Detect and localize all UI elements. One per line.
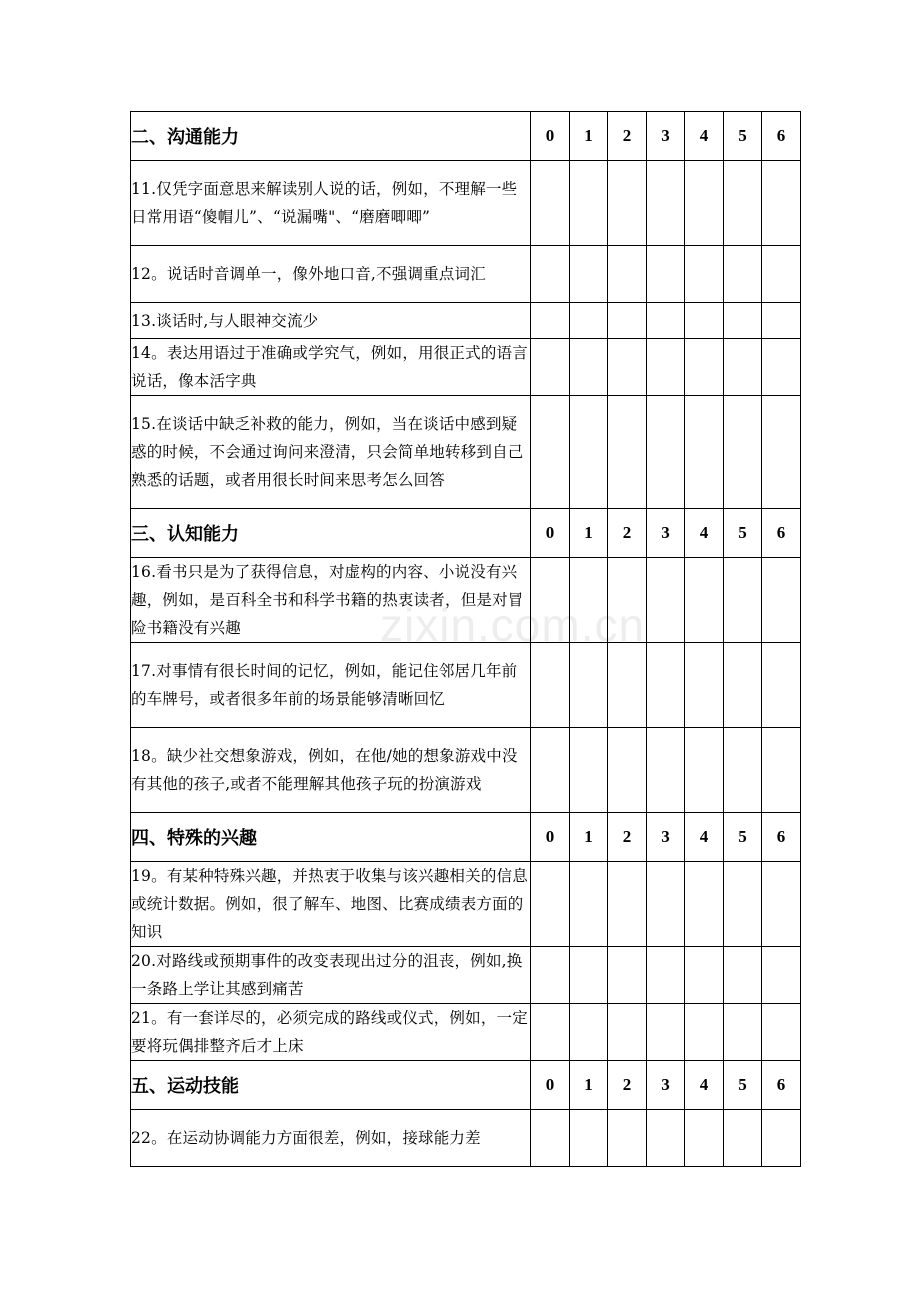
score-header: 3	[647, 1061, 685, 1110]
score-cell[interactable]	[570, 1004, 608, 1061]
question-text: 21。有一套详尽的，必须完成的路线或仪式，例如，一定要将玩偶排整齐后才上床	[131, 1004, 531, 1061]
question-row	[131, 1110, 801, 1167]
score-cell[interactable]	[685, 1004, 724, 1061]
score-cell[interactable]	[762, 1004, 801, 1061]
section-header-row	[131, 813, 801, 862]
score-cell[interactable]	[685, 161, 724, 246]
score-cell[interactable]	[685, 339, 724, 396]
question-text: 20.对路线或预期事件的改变表现出过分的沮丧，例如,换一条路上学让其感到痛苦	[131, 947, 531, 1004]
question-text: 17.对事情有很长时间的记忆，例如，能记住邻居几年前的车牌号，或者很多年前的场景能够清晰回忆	[131, 643, 531, 728]
score-cell[interactable]	[724, 339, 762, 396]
question-row	[131, 862, 801, 947]
score-cell[interactable]	[531, 339, 570, 396]
section-title: 四、特殊的兴趣	[131, 813, 531, 862]
section-header-row	[131, 1061, 801, 1110]
question-row	[131, 396, 801, 509]
score-cell[interactable]	[724, 558, 762, 643]
score-header: 5	[724, 813, 762, 862]
score-cell[interactable]	[724, 396, 762, 509]
question-row	[131, 558, 801, 643]
question-row	[131, 339, 801, 396]
score-header: 5	[724, 112, 762, 161]
question-text: 16.看书只是为了获得信息，对虚构的内容、小说没有兴趣，例如，是百科全书和科学书籍的热衷读者，但是对冒险书籍没有兴趣	[131, 558, 531, 643]
score-cell[interactable]	[570, 396, 608, 509]
score-header: 6	[762, 112, 801, 161]
score-header: 0	[531, 1061, 570, 1110]
section-header-row	[131, 509, 801, 558]
score-header: 1	[570, 509, 608, 558]
score-cell[interactable]	[570, 161, 608, 246]
score-cell[interactable]	[647, 339, 685, 396]
section-title: 五、运动技能	[131, 1061, 531, 1110]
section-title: 二、沟通能力	[131, 112, 531, 161]
score-header: 5	[724, 1061, 762, 1110]
score-cell[interactable]	[762, 558, 801, 643]
score-cell[interactable]	[570, 862, 608, 947]
score-header: 2	[608, 509, 647, 558]
score-cell[interactable]	[647, 728, 685, 813]
score-header: 2	[608, 1061, 647, 1110]
score-cell[interactable]	[762, 1110, 801, 1167]
score-cell[interactable]	[685, 246, 724, 303]
score-cell[interactable]	[531, 161, 570, 246]
score-header: 6	[762, 509, 801, 558]
score-cell[interactable]	[724, 303, 762, 339]
score-header: 6	[762, 813, 801, 862]
score-header: 3	[647, 813, 685, 862]
score-cell[interactable]	[685, 728, 724, 813]
score-cell[interactable]	[762, 161, 801, 246]
score-cell[interactable]	[531, 246, 570, 303]
score-cell[interactable]	[685, 558, 724, 643]
question-row	[131, 728, 801, 813]
score-cell[interactable]	[762, 303, 801, 339]
score-cell[interactable]	[647, 643, 685, 728]
score-header: 0	[531, 813, 570, 862]
score-cell[interactable]	[531, 728, 570, 813]
score-cell[interactable]	[608, 728, 647, 813]
score-cell[interactable]	[608, 1110, 647, 1167]
score-cell[interactable]	[608, 558, 647, 643]
watermark: zixin.com.cn	[380, 599, 646, 651]
score-header: 3	[647, 112, 685, 161]
score-cell[interactable]	[762, 246, 801, 303]
score-header: 3	[647, 509, 685, 558]
question-text: 11.仅凭字面意思来解读别人说的话，例如，不理解一些日常用语“傻帽儿”、“说漏嘴"、“磨磨唧唧”	[131, 161, 531, 246]
score-cell[interactable]	[724, 246, 762, 303]
question-row	[131, 643, 801, 728]
score-cell[interactable]	[531, 643, 570, 728]
questionnaire-table	[130, 111, 801, 1167]
score-cell[interactable]	[685, 303, 724, 339]
score-cell[interactable]	[685, 643, 724, 728]
score-cell[interactable]	[608, 947, 647, 1004]
score-cell[interactable]	[608, 1004, 647, 1061]
score-cell[interactable]	[685, 1110, 724, 1167]
question-row	[131, 161, 801, 246]
score-cell[interactable]	[685, 862, 724, 947]
score-cell[interactable]	[570, 339, 608, 396]
questionnaire-body	[131, 112, 801, 1167]
score-cell[interactable]	[762, 643, 801, 728]
score-cell[interactable]	[762, 728, 801, 813]
score-cell[interactable]	[531, 862, 570, 947]
score-cell[interactable]	[570, 643, 608, 728]
score-header: 2	[608, 112, 647, 161]
score-cell[interactable]	[608, 303, 647, 339]
score-cell[interactable]	[647, 862, 685, 947]
score-cell[interactable]	[608, 643, 647, 728]
score-cell[interactable]	[685, 396, 724, 509]
score-header: 4	[685, 1061, 724, 1110]
score-cell[interactable]	[608, 339, 647, 396]
score-cell[interactable]	[647, 396, 685, 509]
score-cell[interactable]	[531, 947, 570, 1004]
score-cell[interactable]	[570, 303, 608, 339]
section-header-row	[131, 112, 801, 161]
score-header: 0	[531, 509, 570, 558]
question-text: 18。缺少社交想象游戏，例如，在他/她的想象游戏中没有其他的孩子,或者不能理解其他孩子玩的扮演游戏	[131, 728, 531, 813]
question-text: 12。说话时音调单一，像外地口音,不强调重点词汇	[131, 246, 531, 303]
score-cell[interactable]	[724, 947, 762, 1004]
question-row	[131, 947, 801, 1004]
score-cell[interactable]	[762, 339, 801, 396]
score-cell[interactable]	[608, 246, 647, 303]
score-cell[interactable]	[647, 947, 685, 1004]
question-row	[131, 246, 801, 303]
score-header: 6	[762, 1061, 801, 1110]
score-cell[interactable]	[531, 1004, 570, 1061]
score-cell[interactable]	[570, 558, 608, 643]
score-cell[interactable]	[724, 643, 762, 728]
score-cell[interactable]	[647, 1110, 685, 1167]
score-cell[interactable]	[762, 396, 801, 509]
score-cell[interactable]	[724, 1110, 762, 1167]
score-cell[interactable]	[570, 1110, 608, 1167]
score-header: 4	[685, 509, 724, 558]
score-cell[interactable]	[762, 947, 801, 1004]
score-cell[interactable]	[647, 558, 685, 643]
score-cell[interactable]	[608, 396, 647, 509]
question-text: 22。在运动协调能力方面很差，例如，接球能力差	[131, 1110, 531, 1167]
question-row	[131, 1004, 801, 1061]
score-cell[interactable]	[570, 947, 608, 1004]
score-cell[interactable]	[570, 728, 608, 813]
score-cell[interactable]	[724, 728, 762, 813]
question-text: 15.在谈话中缺乏补救的能力，例如，当在谈话中感到疑惑的时候，不会通过询问来澄清，只会简单地转移到自己熟悉的话题，或者用很长时间来思考怎么回答	[131, 396, 531, 509]
score-cell[interactable]	[724, 1004, 762, 1061]
score-cell[interactable]	[685, 947, 724, 1004]
score-cell[interactable]	[647, 1004, 685, 1061]
section-title: 三、认知能力	[131, 509, 531, 558]
score-cell[interactable]	[724, 862, 762, 947]
score-header: 0	[531, 112, 570, 161]
score-cell[interactable]	[724, 161, 762, 246]
score-cell[interactable]	[608, 862, 647, 947]
score-cell[interactable]	[531, 303, 570, 339]
score-header: 5	[724, 509, 762, 558]
question-text: 14。表达用语过于准确或学究气，例如，用很正式的语言说话，像本活字典	[131, 339, 531, 396]
question-text: 13.谈话时,与人眼神交流少	[131, 303, 531, 339]
question-text: 19。有某种特殊兴趣，并热衷于收集与该兴趣相关的信息或统计数据。例如，很了解车、地图、比赛成绩表方面的知识	[131, 862, 531, 947]
score-cell[interactable]	[531, 558, 570, 643]
score-cell[interactable]	[570, 246, 608, 303]
score-header: 1	[570, 112, 608, 161]
score-header: 1	[570, 1061, 608, 1110]
score-cell[interactable]	[647, 303, 685, 339]
score-cell[interactable]	[762, 862, 801, 947]
score-cell[interactable]	[647, 161, 685, 246]
score-cell[interactable]	[531, 1110, 570, 1167]
score-header: 4	[685, 112, 724, 161]
score-header: 4	[685, 813, 724, 862]
question-row	[131, 303, 801, 339]
score-cell[interactable]	[647, 246, 685, 303]
score-cell[interactable]	[531, 396, 570, 509]
score-header: 1	[570, 813, 608, 862]
score-cell[interactable]	[608, 161, 647, 246]
score-header: 2	[608, 813, 647, 862]
